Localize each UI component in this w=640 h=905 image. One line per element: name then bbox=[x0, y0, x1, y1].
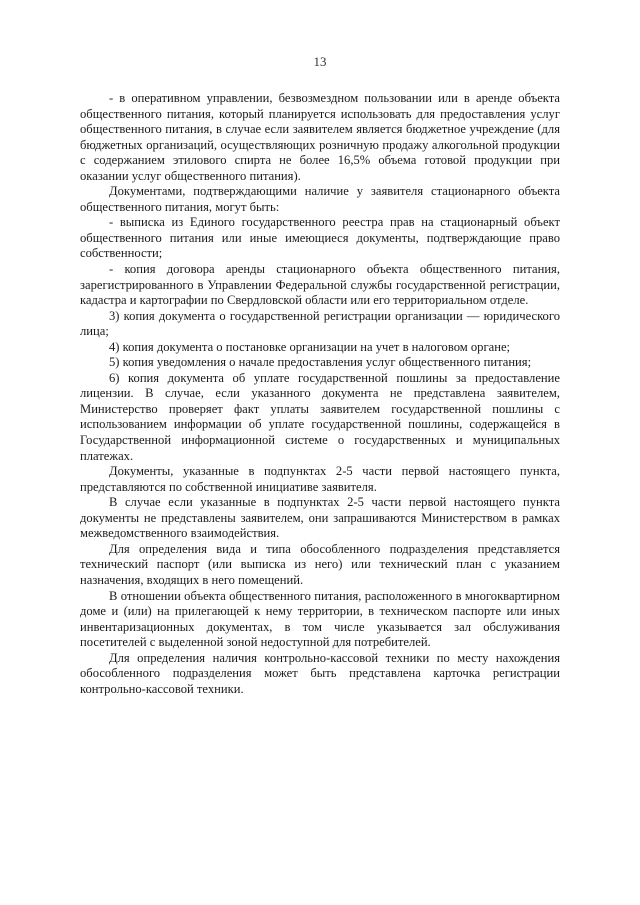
paragraph-ownership-documents-intro: Документами, подтверждающими наличие у заявителя стационарного объекта общественного питания, могут быть: bbox=[80, 184, 560, 214]
page-number: 13 bbox=[313, 54, 327, 69]
paragraph-technical-passport: Для определения вида и типа обособленного подразделения представляется технический паспорт (или выписка из него) или технический план с указанием назначения, входящих в него помещений. bbox=[80, 541, 560, 587]
paragraph-cash-register: Для определения наличия контрольно-кассовой техники по месту нахождения обособленного подразделения может быть представлена карточка регистрации контрольно-кассовой техники. bbox=[80, 650, 560, 696]
document-body bbox=[80, 91, 560, 697]
paragraph-operational-management: - в оперативном управлении, безвозмездном пользовании или в аренде объекта общественного питания, который планируется использовать для предоставления услуг общественного питания, в случае если заявителем является бюджетное учреждение (для бюджетных организаций, осуществляющих розничную продажу алкогольной продукции с содержанием этилового спирта не более 16,5% объема готовой продукции при оказании услуг общественного питания). bbox=[80, 91, 560, 183]
paragraph-item-3-registration: 3) копия документа о государственной регистрации организации — юридического лица; bbox=[80, 308, 560, 339]
paragraph-interagency-request: В случае если указанные в подпунктах 2-5 части первой настоящего пункта документы не представлены заявителем, они запрашиваются Министерством в рамках межведомственного взаимодействия. bbox=[80, 495, 560, 541]
paragraph-item-4-tax-registration: 4) копия документа о постановке организации на учет в налоговом органе; bbox=[109, 339, 511, 354]
paragraph-item-5-notification: 5) копия уведомления о начале предоставления услуг общественного питания; bbox=[109, 355, 532, 370]
paragraph-own-initiative: Документы, указанные в подпунктах 2-5 части первой настоящего пункта, представляются по собственной инициативе заявителя. bbox=[80, 464, 560, 494]
paragraph-lease-agreement-copy: - копия договора аренды стационарного объекта общественного питания, зарегистрированного в Управлении Федеральной службы государственной регистрации, кадастра и картографии по Свердловской области или его территориальном отделе. bbox=[80, 262, 560, 308]
paragraph-registry-extract: - выписка из Единого государственного реестра прав на стационарный объект общественного питания или иные имеющиеся документы, подтверждающие право собственности; bbox=[80, 215, 560, 261]
paragraph-item-6-state-fee: 6) копия документа об уплате государственной пошлины за предоставление лицензии. В случае, если указанного документа не представлена заявителем, Министерство проверяет факт уплаты заявителем государственной пошлины с использованием информации об уплате государственной пошлины, содержащейся в Государственной информационной системе о государственных и муниципальных платежах. bbox=[80, 370, 560, 463]
paragraph-apartment-building: В отношении объекта общественного питания, расположенного в многоквартирном доме и (или) на прилегающей к нему территории, в техническом паспорте или иных инвентаризационных документах, в том числе указывается зал обслуживания посетителей с выделенной зоной недоступной для потребителей. bbox=[80, 588, 560, 650]
